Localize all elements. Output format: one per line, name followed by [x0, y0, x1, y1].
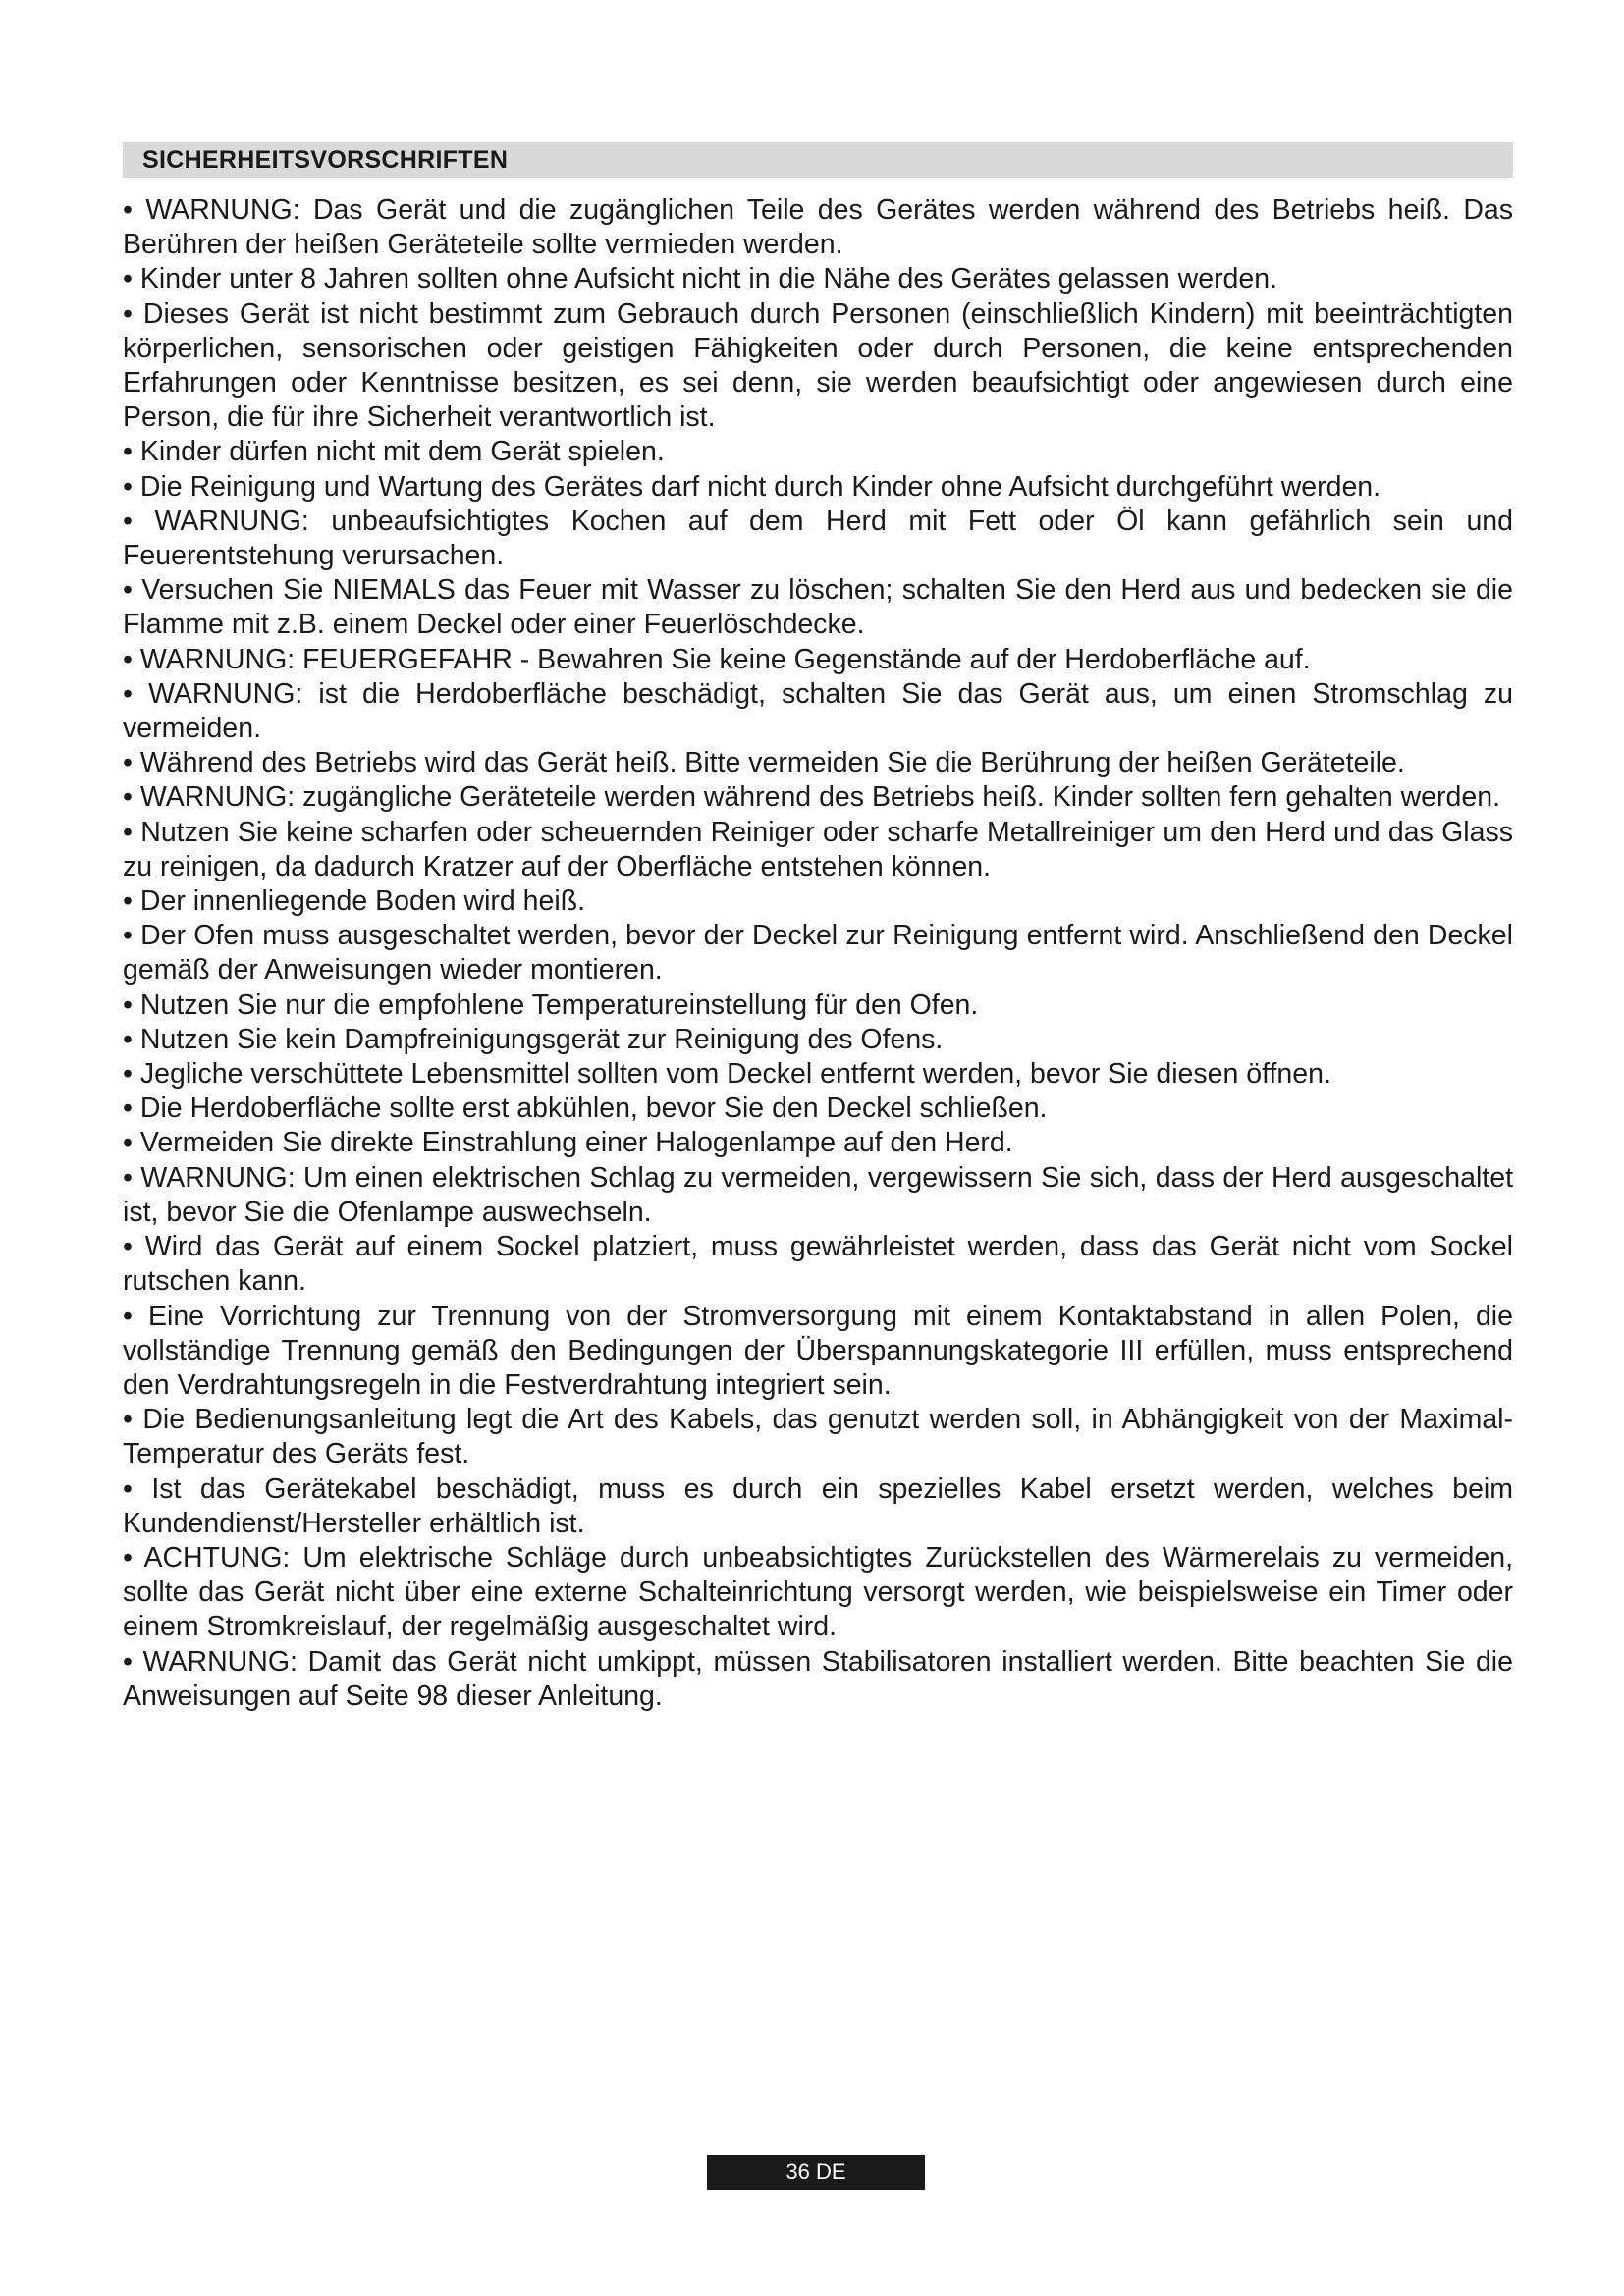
list-item: • Wird das Gerät auf einem Sockel platziert, muss gewährleistet werden, dass das Gerät nicht vom Sockel rutschen kann.: [123, 1231, 1513, 1298]
list-item: • Jegliche verschüttete Lebensmittel sollten vom Deckel entfernt werden, bevor Sie diesen öffnen.: [123, 1058, 1331, 1091]
list-item: • Nutzen Sie kein Dampfreinigungsgerät zur Reinigung des Ofens.: [123, 1023, 944, 1055]
list-item: • Dieses Gerät ist nicht bestimmt zum Gebrauch durch Personen (einschließlich Kindern) mit beeinträchtigten körperlichen, sensorischen oder geistigen Fähigkeiten oder durch Personen, die keine entsprechenden Erfahrungen oder Kenntnisse besitzen, es sei denn, sie werden beaufsichtigt oder angewiesen durch eine Person, die für ihre Sicherheit verantwortlich ist.: [123, 297, 1513, 434]
list-item: • Vermeiden Sie direkte Einstrahlung einer Halogenlampe auf den Herd.: [123, 1127, 1013, 1159]
list-item: • WARNUNG: unbeaufsichtigtes Kochen auf dem Herd mit Fett oder Öl kann gefährlich sein und Feuerentstehung verursachen.: [123, 505, 1513, 572]
list-item: • Nutzen Sie nur die empfohlene Temperatureinstellung für den Ofen.: [123, 988, 979, 1021]
list-item: • WARNUNG: Damit das Gerät nicht umkippt, müssen Stabilisatoren installiert werden. Bitte beachten Sie die Anweisungen auf Seite 98 dieser Anleitung.: [123, 1645, 1513, 1712]
list-item: • Kinder unter 8 Jahren sollten ohne Aufsicht nicht in die Nähe des Gerätes gelassen werden.: [123, 263, 1278, 295]
list-item: • WARNUNG: Das Gerät und die zugänglichen Teile des Gerätes werden während des Betriebs heiß. Das Berühren der heißen Geräteteile sollte vermieden werden.: [123, 194, 1513, 261]
list-item: • WARNUNG: Um einen elektrischen Schlag zu vermeiden, vergewissern Sie sich, dass der Herd ausgeschaltet ist, bevor Sie die Ofenlampe auswechseln.: [123, 1161, 1513, 1228]
list-item: • Die Bedienungsanleitung legt die Art des Kabels, das genutzt werden soll, in Abhängigkeit von der Maximal-Temperatur des Geräts fest.: [123, 1404, 1513, 1470]
list-item: • WARNUNG: zugängliche Geräteteile werden während des Betriebs heiß. Kinder sollten fern gehalten werden.: [123, 781, 1500, 814]
list-item: • Der innenliegende Boden wird heiß.: [123, 885, 586, 918]
list-item: • Versuchen Sie NIEMALS das Feuer mit Wasser zu löschen; schalten Sie den Herd aus und bedecken sie die Flamme mit z.B. einem Deckel oder einer Feuerlöschdecke.: [123, 574, 1513, 641]
list-item: • Kinder dürfen nicht mit dem Gerät spielen.: [123, 436, 665, 468]
list-item: • Die Reinigung und Wartung des Gerätes darf nicht durch Kinder ohne Aufsicht durchgeführt werden.: [123, 470, 1381, 503]
list-item: • Eine Vorrichtung zur Trennung von der Stromversorgung mit einem Kontaktabstand in allen Polen, die vollständige Trennung gemäß den Bedingungen der Überspannungskategorie III erfüllen, muss entsprechend den Verdrahtungsregeln in die Festverdrahtung integriert sein.: [123, 1300, 1513, 1401]
list-item: • WARNUNG: FEUERGEFAHR - Bewahren Sie keine Gegenstände auf der Herdoberfläche auf.: [123, 643, 1311, 675]
page-number-badge: 36 DE: [707, 2155, 925, 2190]
safety-instructions-list: [123, 193, 1513, 1714]
list-item: • Nutzen Sie keine scharfen oder scheuernden Reiniger oder scharfe Metallreiniger um den Herd und das Glass zu reinigen, da dadurch Kratzer auf der Oberfläche entstehen können.: [123, 816, 1513, 882]
list-item: • ACHTUNG: Um elektrische Schläge durch unbeabsichtigtes Zurückstellen des Wärmerelais zu vermeiden, sollte das Gerät nicht über eine externe Schalteinrichtung versorgt werden, wie beispielsweise ein Timer oder einem Stromkreislauf, der regelmäßig ausgeschaltet wird.: [123, 1541, 1513, 1643]
section-title: SICHERHEITSVORSCHRIFTEN: [123, 142, 1513, 178]
document-page: [123, 142, 1513, 1714]
list-item: • WARNUNG: ist die Herdoberfläche beschädigt, schalten Sie das Gerät aus, um einen Stromschlag zu vermeiden.: [123, 677, 1513, 745]
list-item: • Ist das Gerätekabel beschädigt, muss es durch ein spezielles Kabel ersetzt werden, welches beim Kundendienst/Hersteller erhältlich ist.: [123, 1472, 1513, 1539]
list-item: • Der Ofen muss ausgeschaltet werden, bevor der Deckel zur Reinigung entfernt wird. Anschließend den Deckel gemäß der Anweisungen wieder montieren.: [123, 920, 1513, 987]
list-item: • Während des Betriebs wird das Gerät heiß. Bitte vermeiden Sie die Berührung der heißen Geräteteile.: [123, 747, 1405, 779]
list-item: • Die Herdoberfläche sollte erst abkühlen, bevor Sie den Deckel schließen.: [123, 1093, 1048, 1125]
